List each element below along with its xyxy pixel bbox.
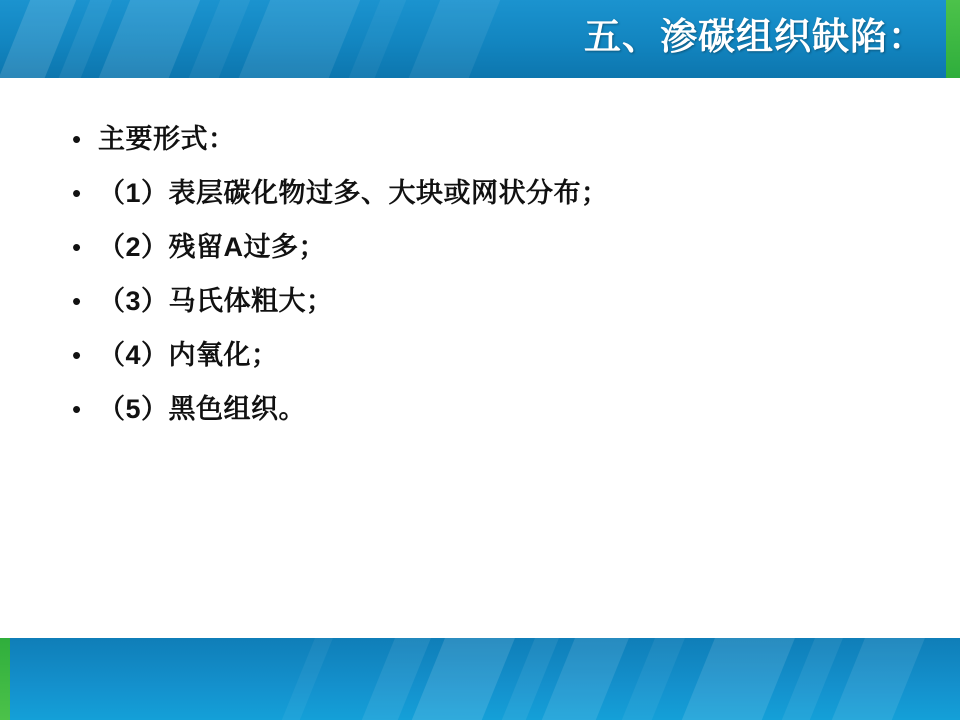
- list-item: [0, 388, 960, 430]
- bullet-dot-icon: •: [72, 286, 82, 316]
- slide-header-band: [0, 0, 960, 78]
- list-item: [0, 334, 960, 376]
- bullet-dot-icon: •: [72, 232, 82, 262]
- header-green-accent-bar: [946, 0, 960, 78]
- list-item-label: （3）马氏体粗大；: [98, 286, 334, 316]
- list-item-label: （2）残留A过多；: [98, 232, 327, 262]
- bullet-dot-icon: •: [72, 178, 82, 208]
- list-item: [0, 226, 960, 268]
- bullet-dot-icon: •: [72, 394, 82, 424]
- header-ray-decoration: [384, 0, 517, 78]
- list-item-label: 主要形式：: [98, 124, 236, 154]
- bullet-dot-icon: •: [72, 340, 82, 370]
- list-item: [0, 172, 960, 214]
- footer-ray-decoration: [270, 638, 349, 720]
- slide-footer-band: [0, 638, 960, 720]
- slide-title: 五、渗碳组织缺陷：: [584, 16, 926, 57]
- footer-green-accent-bar: [0, 638, 10, 720]
- slide-body: [0, 78, 960, 638]
- list-item-label: （1）表层碳化物过多、大块或网状分布；: [98, 178, 609, 208]
- bullet-list: [0, 78, 960, 430]
- list-item: [0, 118, 960, 160]
- list-item-label: （5）黑色组织。: [98, 394, 307, 424]
- list-item-label: （4）内氧化；: [98, 340, 279, 370]
- bullet-dot-icon: •: [72, 124, 82, 154]
- list-item: [0, 280, 960, 322]
